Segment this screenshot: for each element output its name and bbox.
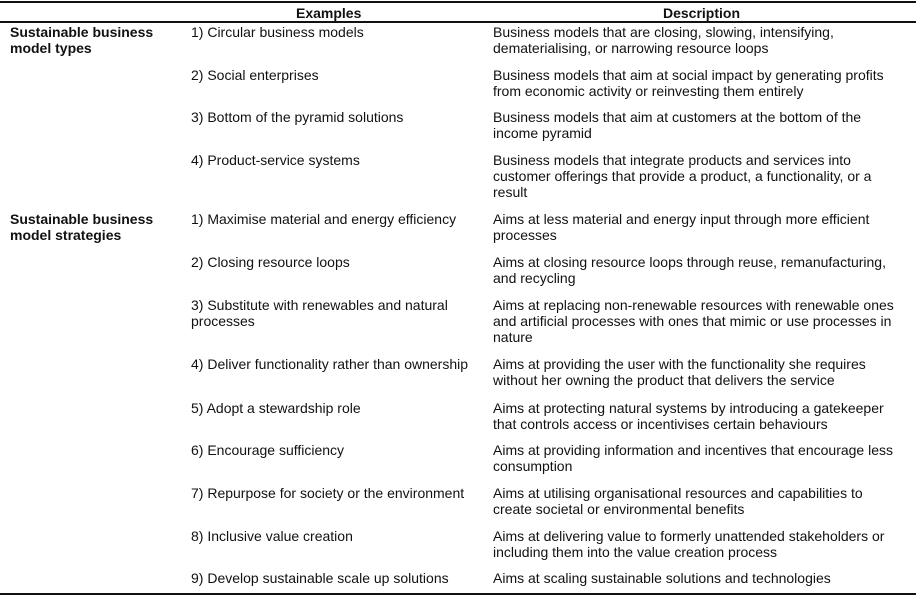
description-cell: Aims at delivering value to formerly unattended stakeholders or including them into the value creation process (493, 528, 885, 560)
example-cell: 1) Maximise material and energy efficiency (191, 211, 457, 227)
description-cell: Business models that aim at customers at the bottom of the income pyramid (493, 109, 862, 141)
example-cell: 3) Substitute with renewables and natural processes (191, 297, 448, 329)
top-rule (0, 1, 916, 3)
bottom-rule (0, 593, 916, 595)
example-cell: 7) Repurpose for society or the environment (191, 485, 465, 501)
description-cell: Aims at closing resource loops through reuse, remanufacturing, and recycling (493, 254, 886, 286)
example-cell: 8) Inclusive value creation (191, 528, 353, 544)
description-cell: Aims at utilising organisational resources and capabilities to create societal or environmental benefits (493, 485, 863, 517)
example-cell: 4) Product-service systems (191, 152, 360, 168)
description-cell: Aims at less material and energy input through more efficient processes (493, 211, 870, 243)
description-cell: Aims at providing the user with the functionality she requires without her owning the product that delivers the service (493, 356, 866, 388)
example-cell: 3) Bottom of the pyramid solutions (191, 109, 404, 125)
example-cell: 4) Deliver functionality rather than ownership (191, 356, 469, 372)
example-cell: 9) Develop sustainable scale up solutions (191, 570, 449, 586)
example-cell: 6) Encourage sufficiency (191, 442, 345, 458)
example-cell: 2) Social enterprises (191, 67, 319, 83)
description-cell: Business models that aim at social impact by generating profits from economic activity or reinvesting them entirely (493, 67, 884, 99)
category-sbm-types: Sustainable business model types (10, 24, 154, 56)
category-sbm-strategies: Sustainable business model strategies (10, 211, 154, 243)
description-cell: Aims at protecting natural systems by introducing a gatekeeper that controls access or incentivises certain behaviours (493, 400, 884, 432)
example-cell: 5) Adopt a stewardship role (191, 400, 361, 416)
description-cell: Business models that are closing, slowing, intensifying, dematerialising, or narrowing resource loops (493, 24, 834, 56)
description-cell: Aims at scaling sustainable solutions and technologies (493, 570, 831, 586)
header-rule (0, 21, 916, 23)
example-cell: 1) Circular business models (191, 24, 364, 40)
header-examples: Examples (296, 5, 362, 21)
description-cell: Aims at providing information and incentives that encourage less consumption (493, 442, 893, 474)
header-description: Description (663, 5, 741, 21)
description-cell: Business models that integrate products and services into customer offerings that provide a product, a functionality, or a result (493, 152, 872, 200)
description-cell: Aims at replacing non-renewable resources with renewable ones and artificial processes with ones that mimic or use processes in nature (493, 297, 894, 345)
example-cell: 2) Closing resource loops (191, 254, 350, 270)
